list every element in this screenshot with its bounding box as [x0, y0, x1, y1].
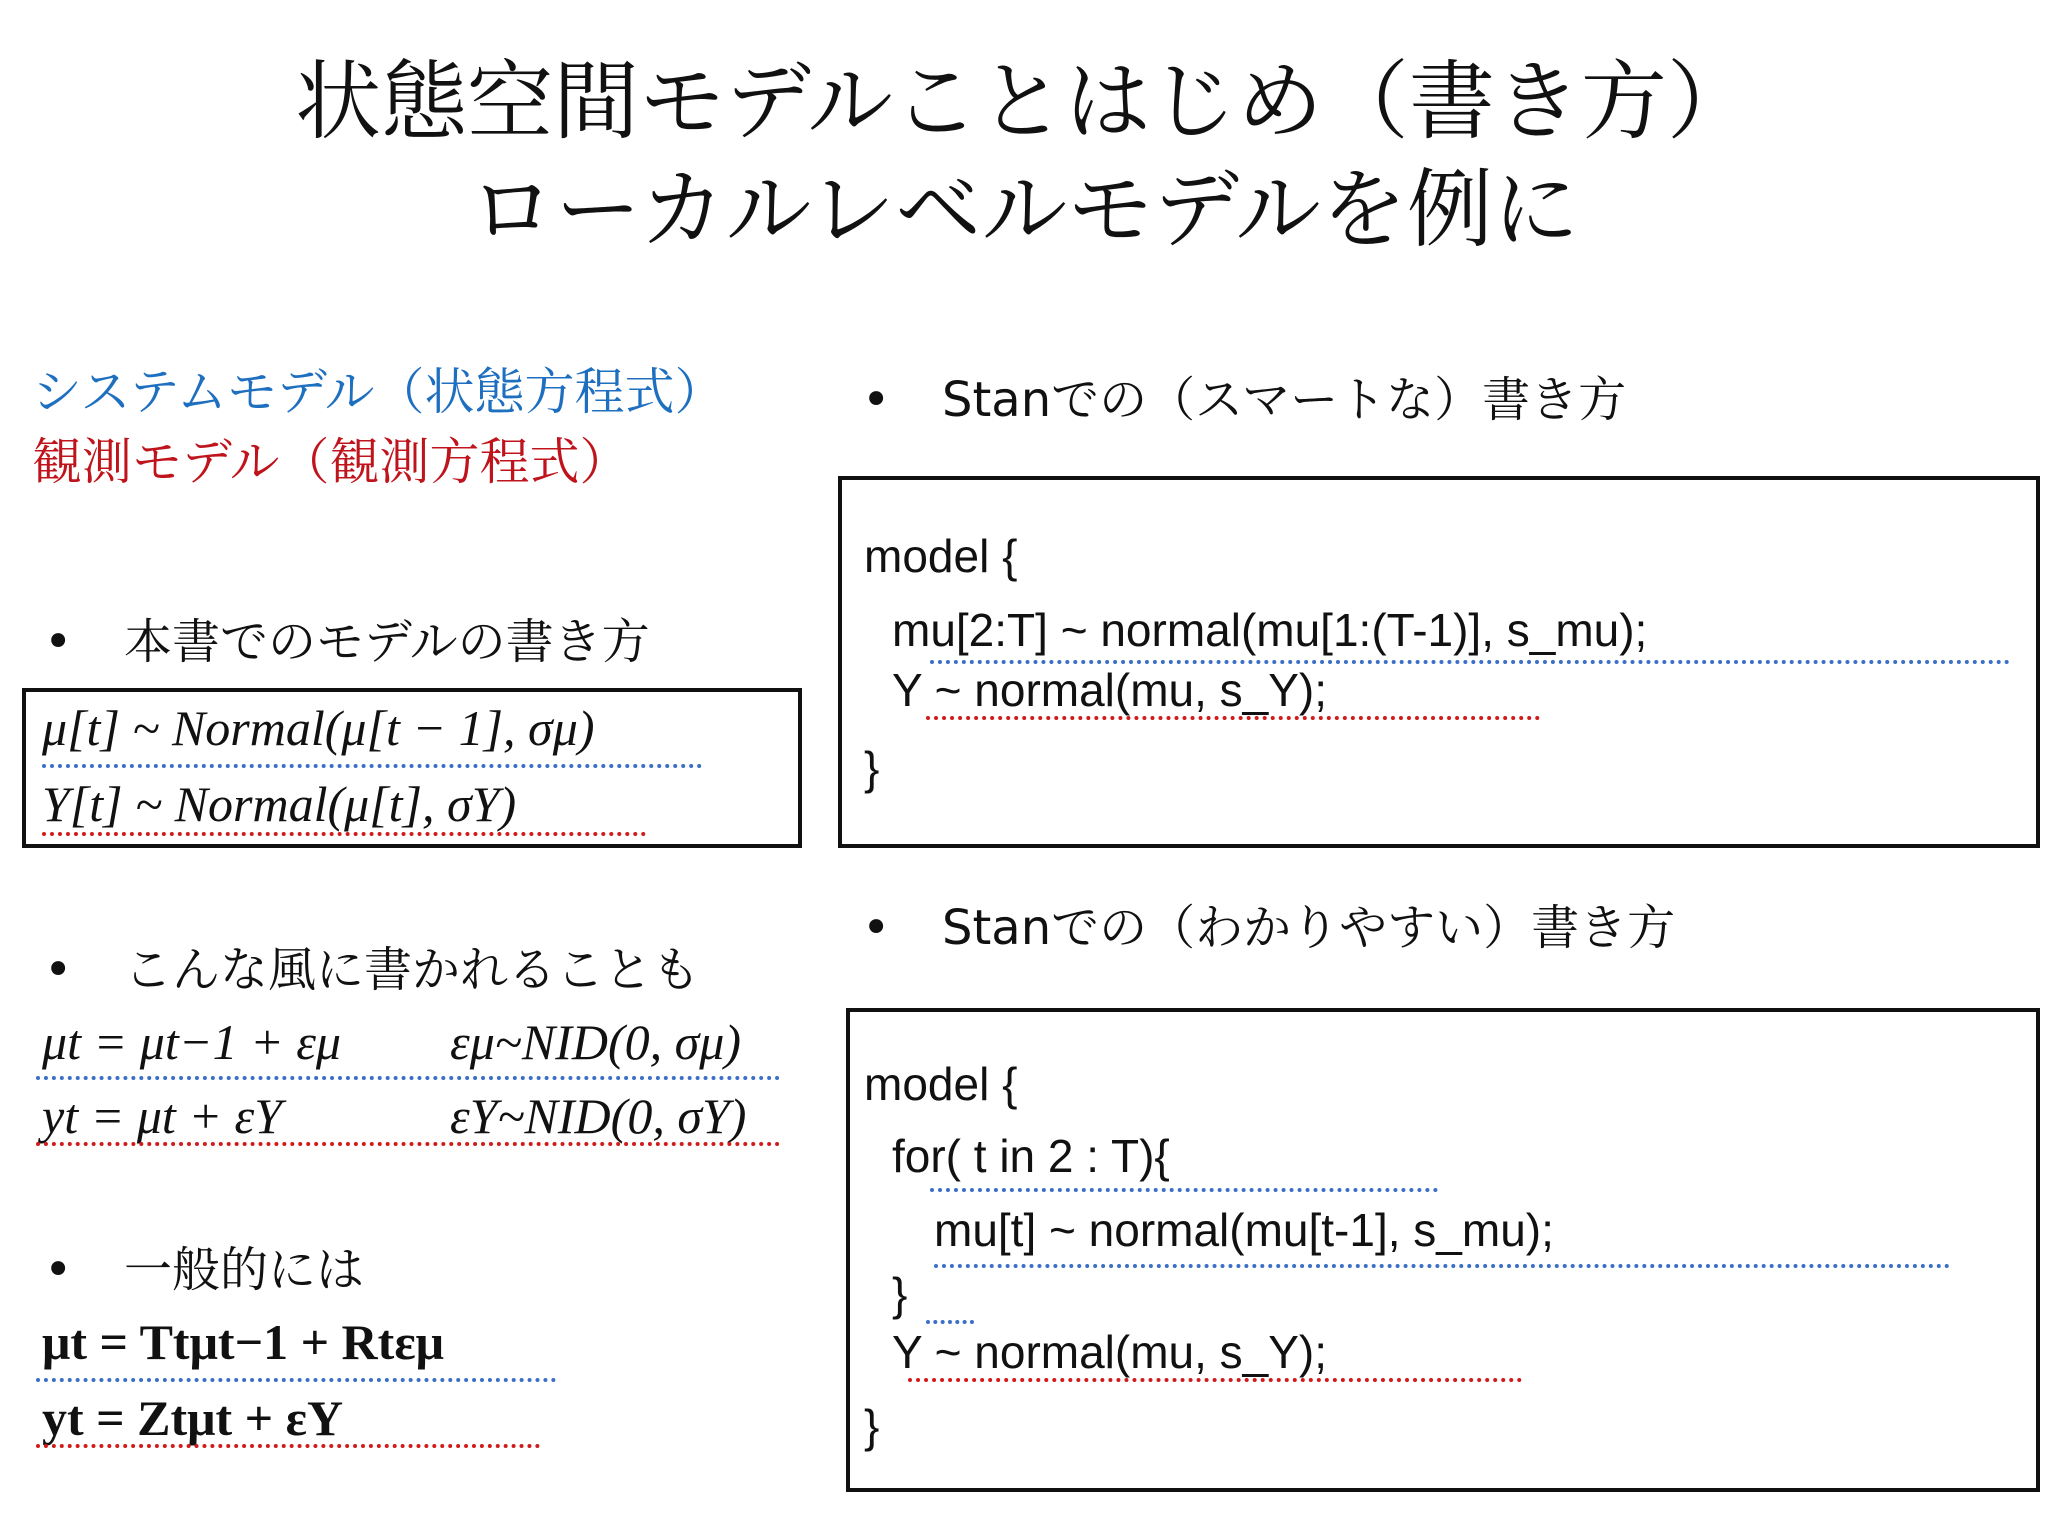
book-system-equation: [42, 696, 594, 760]
stan-smart-heading: Stanでの（スマートな）書き方: [942, 372, 1627, 428]
code-line: model {: [864, 530, 1018, 582]
code-line: Y ~ normal(mu, s_Y);: [892, 1326, 1328, 1378]
stan-easy-heading: Stanでの（わかりやすい）書き方: [942, 900, 1676, 956]
code-line: mu[t] ~ normal(mu[t-1], s_mu);: [934, 1204, 1554, 1256]
system-underline: [36, 1076, 780, 1080]
code-line: Y ~ normal(mu, s_Y);: [892, 664, 1328, 716]
bullet-dot: •: [862, 372, 891, 428]
alt-system-equation: [42, 1010, 341, 1074]
observation-underline: [36, 1444, 540, 1448]
observation-underline: [42, 832, 646, 836]
alt-eq2a-text: yt = μt + εY: [42, 1088, 283, 1144]
alt-eq2b-text: εY~NID(0, σY): [450, 1088, 747, 1144]
alt-system-noise: [450, 1010, 741, 1074]
general-observation-equation: yt = Ztμt + εY: [42, 1390, 344, 1446]
alternative-notation-heading: こんな風に書かれることも: [124, 942, 701, 998]
book-eq2-text: Y[t] ~ Normal(μ[t], σY): [42, 776, 517, 832]
code-line: }: [864, 742, 880, 794]
system-model-label: システムモデル（状態方程式）: [32, 363, 725, 421]
alt-eq1a-text: μt = μt−1 + εμ: [42, 1014, 341, 1070]
system-underline: [934, 1264, 1950, 1268]
general-form-heading: 一般的には: [124, 1242, 365, 1298]
system-underline: [36, 1378, 556, 1382]
code-line: model {: [864, 1058, 1018, 1110]
slide-title-line1: 状態空間モデルことはじめ（書き方）: [295, 52, 1753, 152]
alt-eq1b-text: εμ~NID(0, σμ): [450, 1014, 742, 1070]
code-line: mu[2:T] ~ normal(mu[1:(T-1)], s_mu);: [892, 604, 1648, 656]
general-system-equation: μt = Ttμt−1 + Rtεμ: [42, 1314, 445, 1370]
bullet-dot: •: [44, 614, 73, 670]
bullet-dot: •: [44, 1242, 73, 1298]
alt-observation-noise: [450, 1084, 746, 1148]
observation-underline: [926, 716, 1540, 720]
slide-title-line2: ローカルレベルモデルを例に: [469, 160, 1579, 260]
system-underline: [42, 764, 702, 768]
book-observation-equation: [42, 772, 516, 836]
alt-observation-equation: [42, 1084, 282, 1148]
system-underline: [930, 1188, 1438, 1192]
observation-underline: [908, 1378, 1522, 1382]
book-notation-heading: 本書でのモデルの書き方: [124, 614, 650, 670]
code-line: for( t in 2 : T){: [892, 1130, 1170, 1182]
bullet-dot: •: [44, 942, 73, 998]
code-line: }: [892, 1268, 908, 1320]
observation-model-label: 観測モデル（観測方程式）: [32, 433, 630, 491]
observation-underline: [36, 1142, 780, 1146]
bullet-dot: •: [862, 900, 891, 956]
book-eq1-text: μ[t] ~ Normal(μ[t − 1], σμ): [42, 700, 595, 756]
code-line: }: [864, 1400, 880, 1452]
